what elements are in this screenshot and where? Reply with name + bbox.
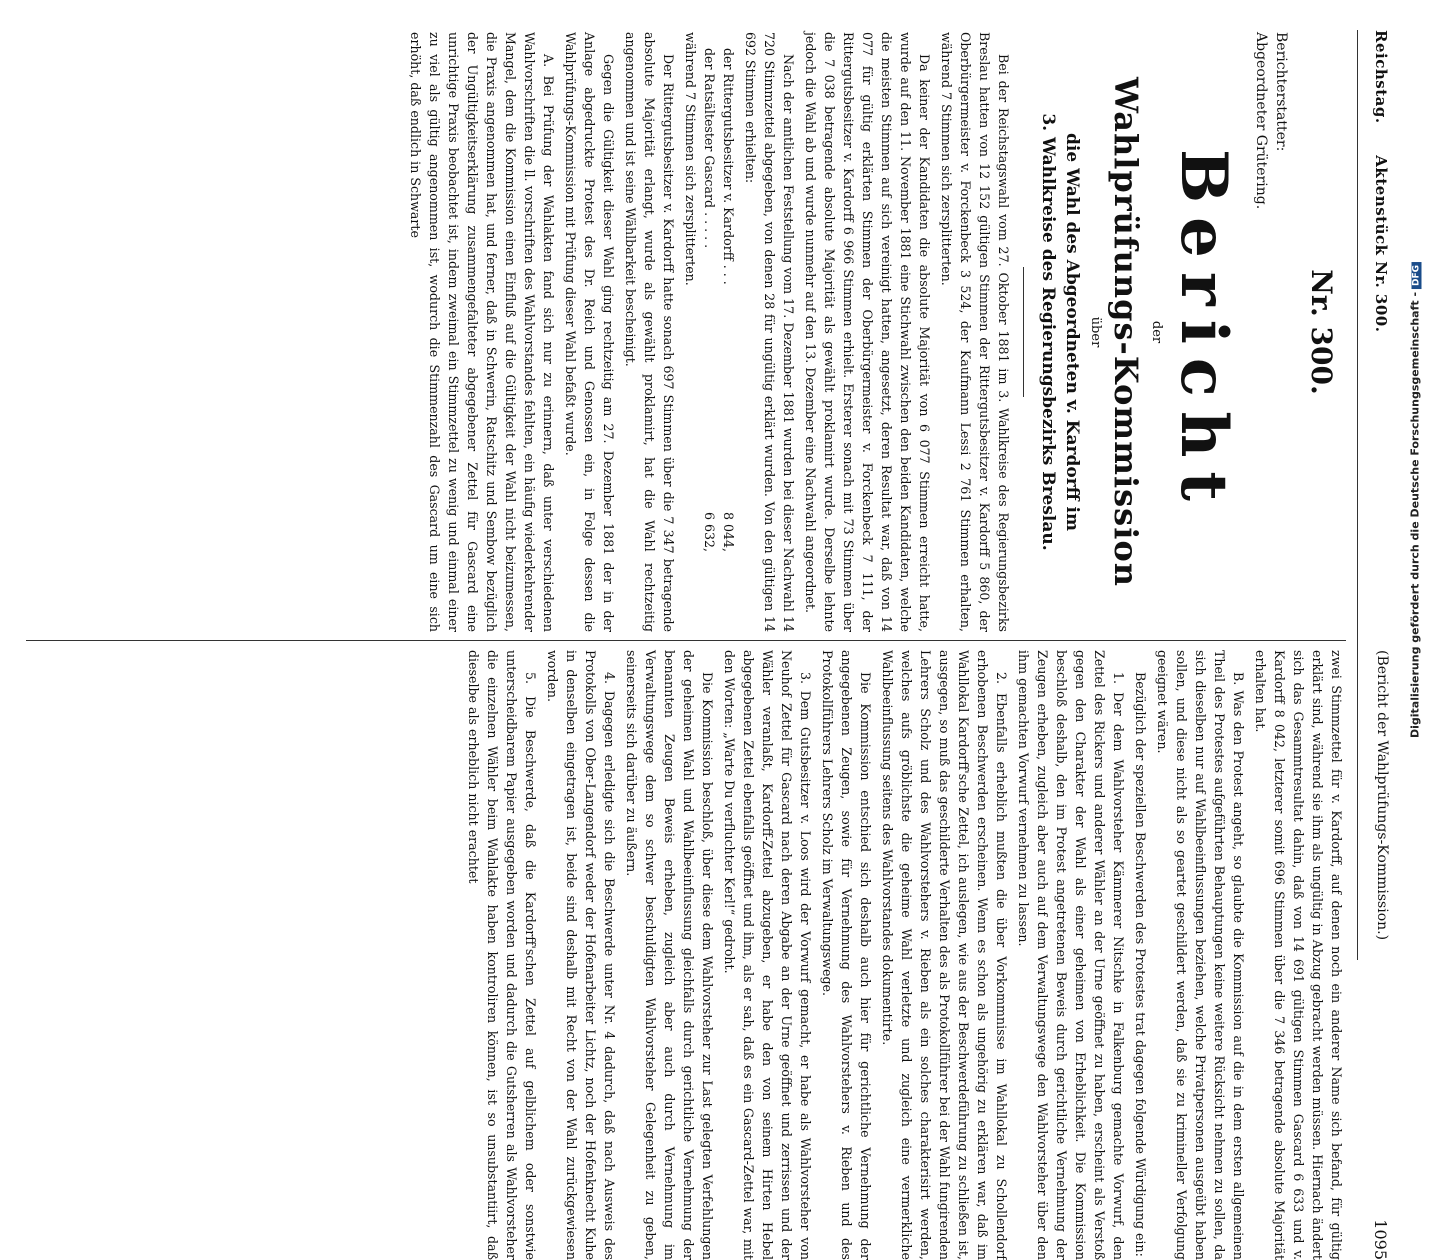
report-title: Bericht [1166,149,1241,515]
reporter-name: Abgeordneter Grütering. [1253,32,1269,210]
vote-tail: während 7 Stimmen sich zersplitterten. [683,32,698,286]
running-header-left [1356,30,1390,630]
paragraph: Die Kommission beschloß, über diese dem Wahlvorsteher zur Last gelegten Verfehlungen der geheimen Wahl und Wahlbeeinflussung gleichfalls durch gerichtliche Vernehmung der benannten Zeugen Beweis erheben, zugleich aber auch durch Vernehmung im Verwaltungswege dem so schwer beschuldigten Wahlvorsteher Gelegenheit zu geben, seinerseits sich darüber zu äußern. [624,650,715,1260]
paragraph: Nach der amtlichen Feststellung vom 17. Dezember 1881 wurden bei dieser Nachwahl 14 720 Stimmzettel abgegeben, von denen 28 für ungültig erklärt wurden. Von den gültigen 14 692 Stimmen erhielten: [743,32,796,632]
paragraph: Der Rittergutsbesitzer v. Kardorff hatte sonach 697 Stimmen über die 7 347 betragende absolute Majorität erlangt, wurde als gewählt proklamirt, hat die Wahl rechtzeitig angenommen und ist seine Wählbarkeit bescheinigt. [623,32,676,632]
vote-table [681,32,738,632]
vote-name: der Rittergutsbesitzer v. Kardorff . . . [721,48,736,285]
column-separator [26,640,1346,641]
commission-title: Wahlprüfungs-Kommission [1107,77,1145,587]
paragraph: Bezüglich der speziellen Beschwerden des Protestes trat dagegen folgende Würdigung ein: [1133,672,1148,1257]
paragraph: Bei der Reichstagswahl vom 27. Oktober 1881 im 3. Wahlkreise des Regierungsbezirks Breslau hatten von 12 152 gültigen Stimmen der Rittergutsbesitzer v. Kardorff 5 860, der Oberbürgermeister v. Forckenbeck 3 524, der Kaufmann Lessi 2 761 Stimmen erhalten, während 7 Stimmen sich zersplitterten. [939,32,1011,632]
running-header-right [1356,650,1390,1260]
page-number: 1095 [1371,1219,1390,1260]
reporter-block [1251,32,1291,632]
vote-name: der Ratsältester Gascard . . . . . [702,48,717,249]
header-reichstag: Reichstag. [1372,30,1390,124]
paragraph: Gegen die Gültigkeit dieser Wahl ging rechtzeitig am 27. Dezember 1881 der in der Anlage abgedruckte Protest des Dr. Reich und Genossen ein, in Folge dessen die Wahlprüfungs-Kommission mit Prüfung dieser Wahl befaßt wurde. [563,32,616,632]
title-der: der [1149,320,1164,344]
dfg-logo: DFG [1412,262,1422,289]
paragraph: Die Kommission entschied sich deshalb auch hier für gerichtliche Vernehmung der angegebenen Zeugen, sowie für Vernehmung des Wahlvorstehers v. Rieben und des Protokollführers Lehrers Scholz im Verwaltungswege. [820,650,873,1260]
vote-count: 8 044, [721,511,736,552]
title-ueber: über [1088,316,1103,348]
paragraph: 4. Dagegen erledigte sich die Beschwerde unter Nr. 4 dadurch, daß nach Ausweis des Protokolls von Ober-Langendorf weder der Hofenarbeiter Lichtz, noch der Hofenknecht Kuhe in denselben eingetragen ist, beide sind deshalb mit Recht von der Wahl zurückgewiesen worden. [545,650,617,1260]
paragraph: 5. Die Beschwerde, daß die Kardorff'schen Zettel auf gelblichem oder sonstwie unterscheidbarem Papier ausgegeben worden und dadurch die Gutsherren als Wahlvorsteher die einzelnen Wähler beim Wahlakte haben kontroliren können, ist so unsubstantiirt, daß dieselbe als erheblich nicht erachtet [466,650,538,1260]
paragraph: A. Bei Prüfung der Wahlakten fand sich nur zu erinnern, daß unter verschiedenen Wahlvorschriften die ll. vorschriften des Wahlvorstandes fehlten, ein häufig wiederkehrender Mangel, dem die Kommission einen Einfluß auf die Gültigkeit der Wahl nicht beizumessen, die Praxis angenommen hat, und ferner, daß in Schwerin, Ratschitz und Sembow bezüglich der Ungültigkeitserklärung zusammengefalteter abgegebener Zettel für Gascard eine unrichtige Praxis beobachtet ist, indem zweimal ein Stimmzettel zu wenig und einmal einer zu viel als gültig angenommen ist, wodurch die Stimmenzahl des Gascard um eine sich erhöht, daß endlich in Schwarte [408,32,556,632]
vote-row [719,32,738,632]
subject-heading [1036,32,1084,632]
paragraph: 3. Dem Gutsbesitzer v. Loos wird der Vorwurf gemacht, er habe als Wahlvorsteher von Neuhof Zettel für Gascard nach deren Abgabe an der Urne geöffnet und zerrissen und der Wähler veranlaßt, Kardorff-Zettel abzugeben, er habe den von seinem Hirten Hebel abgegebenen Zettel ebenfalls geöffnet und ihm, als er sah, daß es ein Gascard-Zettel war, mit den Worten: „Warte Du verfluchter Kerl!“ gedroht. [722,650,813,1260]
paragraph: zwei Stimmzettel für v. Kardorff, auf denen noch ein anderer Name sich befand, für gültig erklärt sind, während sie ihm als ungültig in Abzug gebracht werden müssen. Hiernach ändert sich das Gesammtresultat dahin, daß von 14 691 gültigen Stimmen Gascard 6 633 und v. Kardorff 8 042, letzterer somit 696 Stimmen über die 7 346 betragende absolute Majorität erhalten hat. [1253,650,1344,1260]
right-column [16,650,1346,1260]
document-number: Nr. 300. [1305,269,1338,395]
paragraph: 1. Der dem Wahlvorsteher Kämmerer Nitschke in Falkenburg gemachte Vorwurf, den Zettel des Rickers und anderer Wähler an der Urne geöffnet zu haben, erscheint als Verstoß gegen den Charakter der Wahl als einer geheimen von Erheblichkeit. Die Kommission beschloß deshalb, den im Protest angetretenen Beweis durch gerichtliche Vernehmung der Zeugen erheben, zugleich aber auch auf dem Verwaltungswege den Wahlvorsteher über den ihm gemachten Vorwurf vernehmen zu lassen. [1016,650,1126,1260]
paragraph: B. Was den Protest angeht, so glaubte die Kommission auf die in dem ersten allgemeinen Theil des Protestes aufgeführten Behauptungen keine weitere Rücksicht nehmen zu sollen, da sich dieselben nur auf Wahlbeeinflussungen beziehen, welche Privatpersonen ausgeübt haben sollen, und diese nicht als so geartet geschildert werden, daß sie zu krimineller Verfolgung geeignet wären. [1155,650,1246,1260]
watermark-text: Digitalisierung gefördert durch die Deutsche Forschungsgemeinschaft -DFG [1409,262,1422,738]
left-column [16,32,1346,632]
header-report-title: (Bericht der Wahlprüfungs-Kommission.) [1374,650,1390,941]
subject-line-1: die Wahl des Abgeordneten v. Kardorff im [1062,133,1082,531]
subject-line-2: 3. Wahlkreise des Regierungsbezirks Breslau. [1038,113,1058,551]
vote-count: 6 632, [702,511,717,552]
header-aktenstueck: Aktenstück Nr. 300. [1372,155,1390,333]
paragraph: 2. Ebenfalls erheblich mußten die über Vorkommnisse im Wahllokal zu Schollendorf erhobenen Beschwerden erscheinen. Wenn es schon als ungehörig zu erklären war, daß im Wahllokal Kardorff'sche Zettel, ich auslegen, wie aus der Beschwerdeführung zu schließen ist, ausgegen, so muß das geschilderte Verhalten des als Protokollführer bei der Wahl fungirenden Lehrers Scholz und des Wahlvorstehers v. Rieben als ein solches charakterisirt werden, welches aufs gröblichste die geheime Wahl verletzte und zugleich eine vermerkliche Wahlbeeinflussung seitens des Wahlvorstandes dokumentirte. [880,650,1009,1260]
header-rule [1357,30,1358,960]
vote-row [700,32,719,632]
section-rule [1023,267,1024,397]
digitization-watermark [1397,0,1432,1000]
reporter-label: Berichterstatter: [1273,32,1289,152]
paragraph: Da keiner der Kandidaten die absolute Majorität von 6 077 Stimmen erreicht hatte, wurde auf den 11. November 1881 eine Stichwahl zwischen den beiden Kandidaten, welche die meisten Stimmen auf sich vereinigt hatten, angesetzt, deren Resultat war, daß von 14 077 für gültig erklärten Stimmen der Oberbürgermeister v. Forckenbeck 7 111, der Rittergutsbesitzer v. Kardorff 6 966 Stimmen erhielt. Ersterer sonach mit 73 Stimmen über die 7 038 betragende absolute Majorität als gewählt proklamirt wurde. Derselbe lehnte jedoch die Wahl ab und wurde nunmehr auf den 13. Dezember eine Nachwahl angeordnet. [803,32,932,632]
